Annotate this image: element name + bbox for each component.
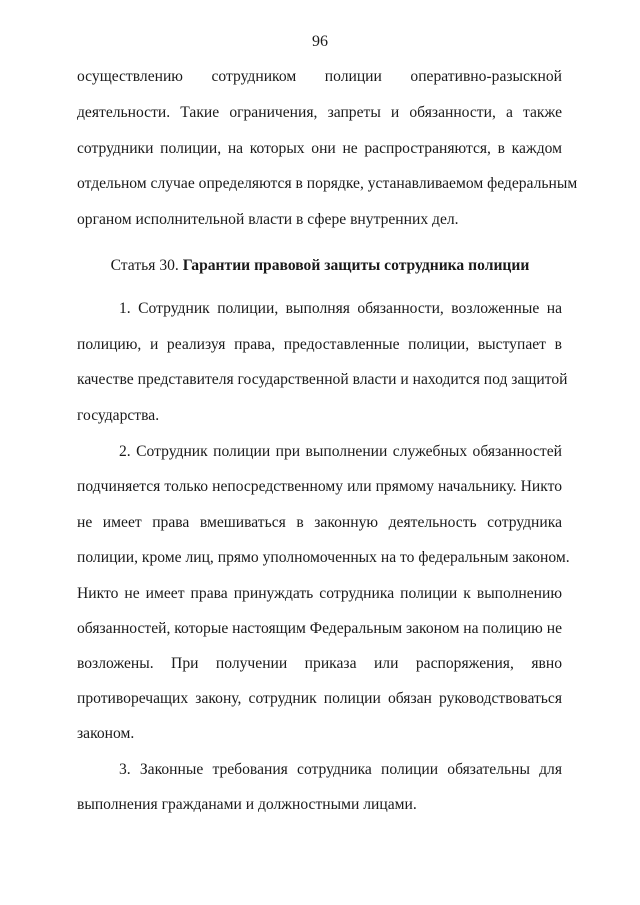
- text-line: полиции, кроме лиц, прямо уполномоченных на то федеральным законом.: [77, 549, 570, 566]
- text-line: деятельности. Такие ограничения, запреты и обязанности, а также: [77, 104, 562, 121]
- text-line: обязанностей, которые настоящим Федеральным законом на полицию не: [77, 620, 562, 637]
- text-line: 3. Законные требования сотрудника полиции обязательны для: [119, 761, 562, 778]
- text-line: Никто не имеет права принуждать сотрудника полиции к выполнению: [77, 585, 562, 602]
- text-line: возложены. При получении приказа или распоряжения, явно: [77, 655, 562, 672]
- text-line: 1. Сотрудник полиции, выполняя обязанности, возложенные на: [119, 300, 562, 317]
- text-line: законом.: [77, 725, 135, 742]
- text-line: государства.: [77, 407, 160, 424]
- text-line: противоречащих закону, сотрудник полиции обязан руководствоваться: [77, 690, 562, 707]
- text-line: подчиняется только непосредственному или прямому начальнику. Никто: [77, 478, 562, 495]
- text-line: полицию, и реализуя права, предоставленные полиции, выступает в: [77, 336, 562, 353]
- text-line: отдельном случае определяются в порядке, устанавливаемом федеральным: [77, 175, 578, 192]
- article-title: Гарантии правовой защиты сотрудника полиции: [182, 257, 530, 274]
- text-line: выполнения гражданами и должностными лицами.: [77, 796, 417, 813]
- article-heading: [0, 257, 640, 275]
- text-line: органом исполнительной власти в сфере внутренних дел.: [77, 211, 459, 228]
- text-line: не имеет права вмешиваться в законную деятельность сотрудника: [77, 514, 562, 531]
- text-line: 2. Сотрудник полиции при выполнении служебных обязанностей: [119, 443, 562, 460]
- text-line: качестве представителя государственной власти и находится под защитой: [77, 371, 568, 388]
- text-line: осуществлению сотрудником полиции оперативно-разыскной: [77, 68, 562, 85]
- article-number: Статья 30.: [110, 257, 179, 274]
- page-number: 96: [312, 33, 328, 50]
- text-line: сотрудники полиции, на которых они не распространяются, в каждом: [77, 140, 562, 157]
